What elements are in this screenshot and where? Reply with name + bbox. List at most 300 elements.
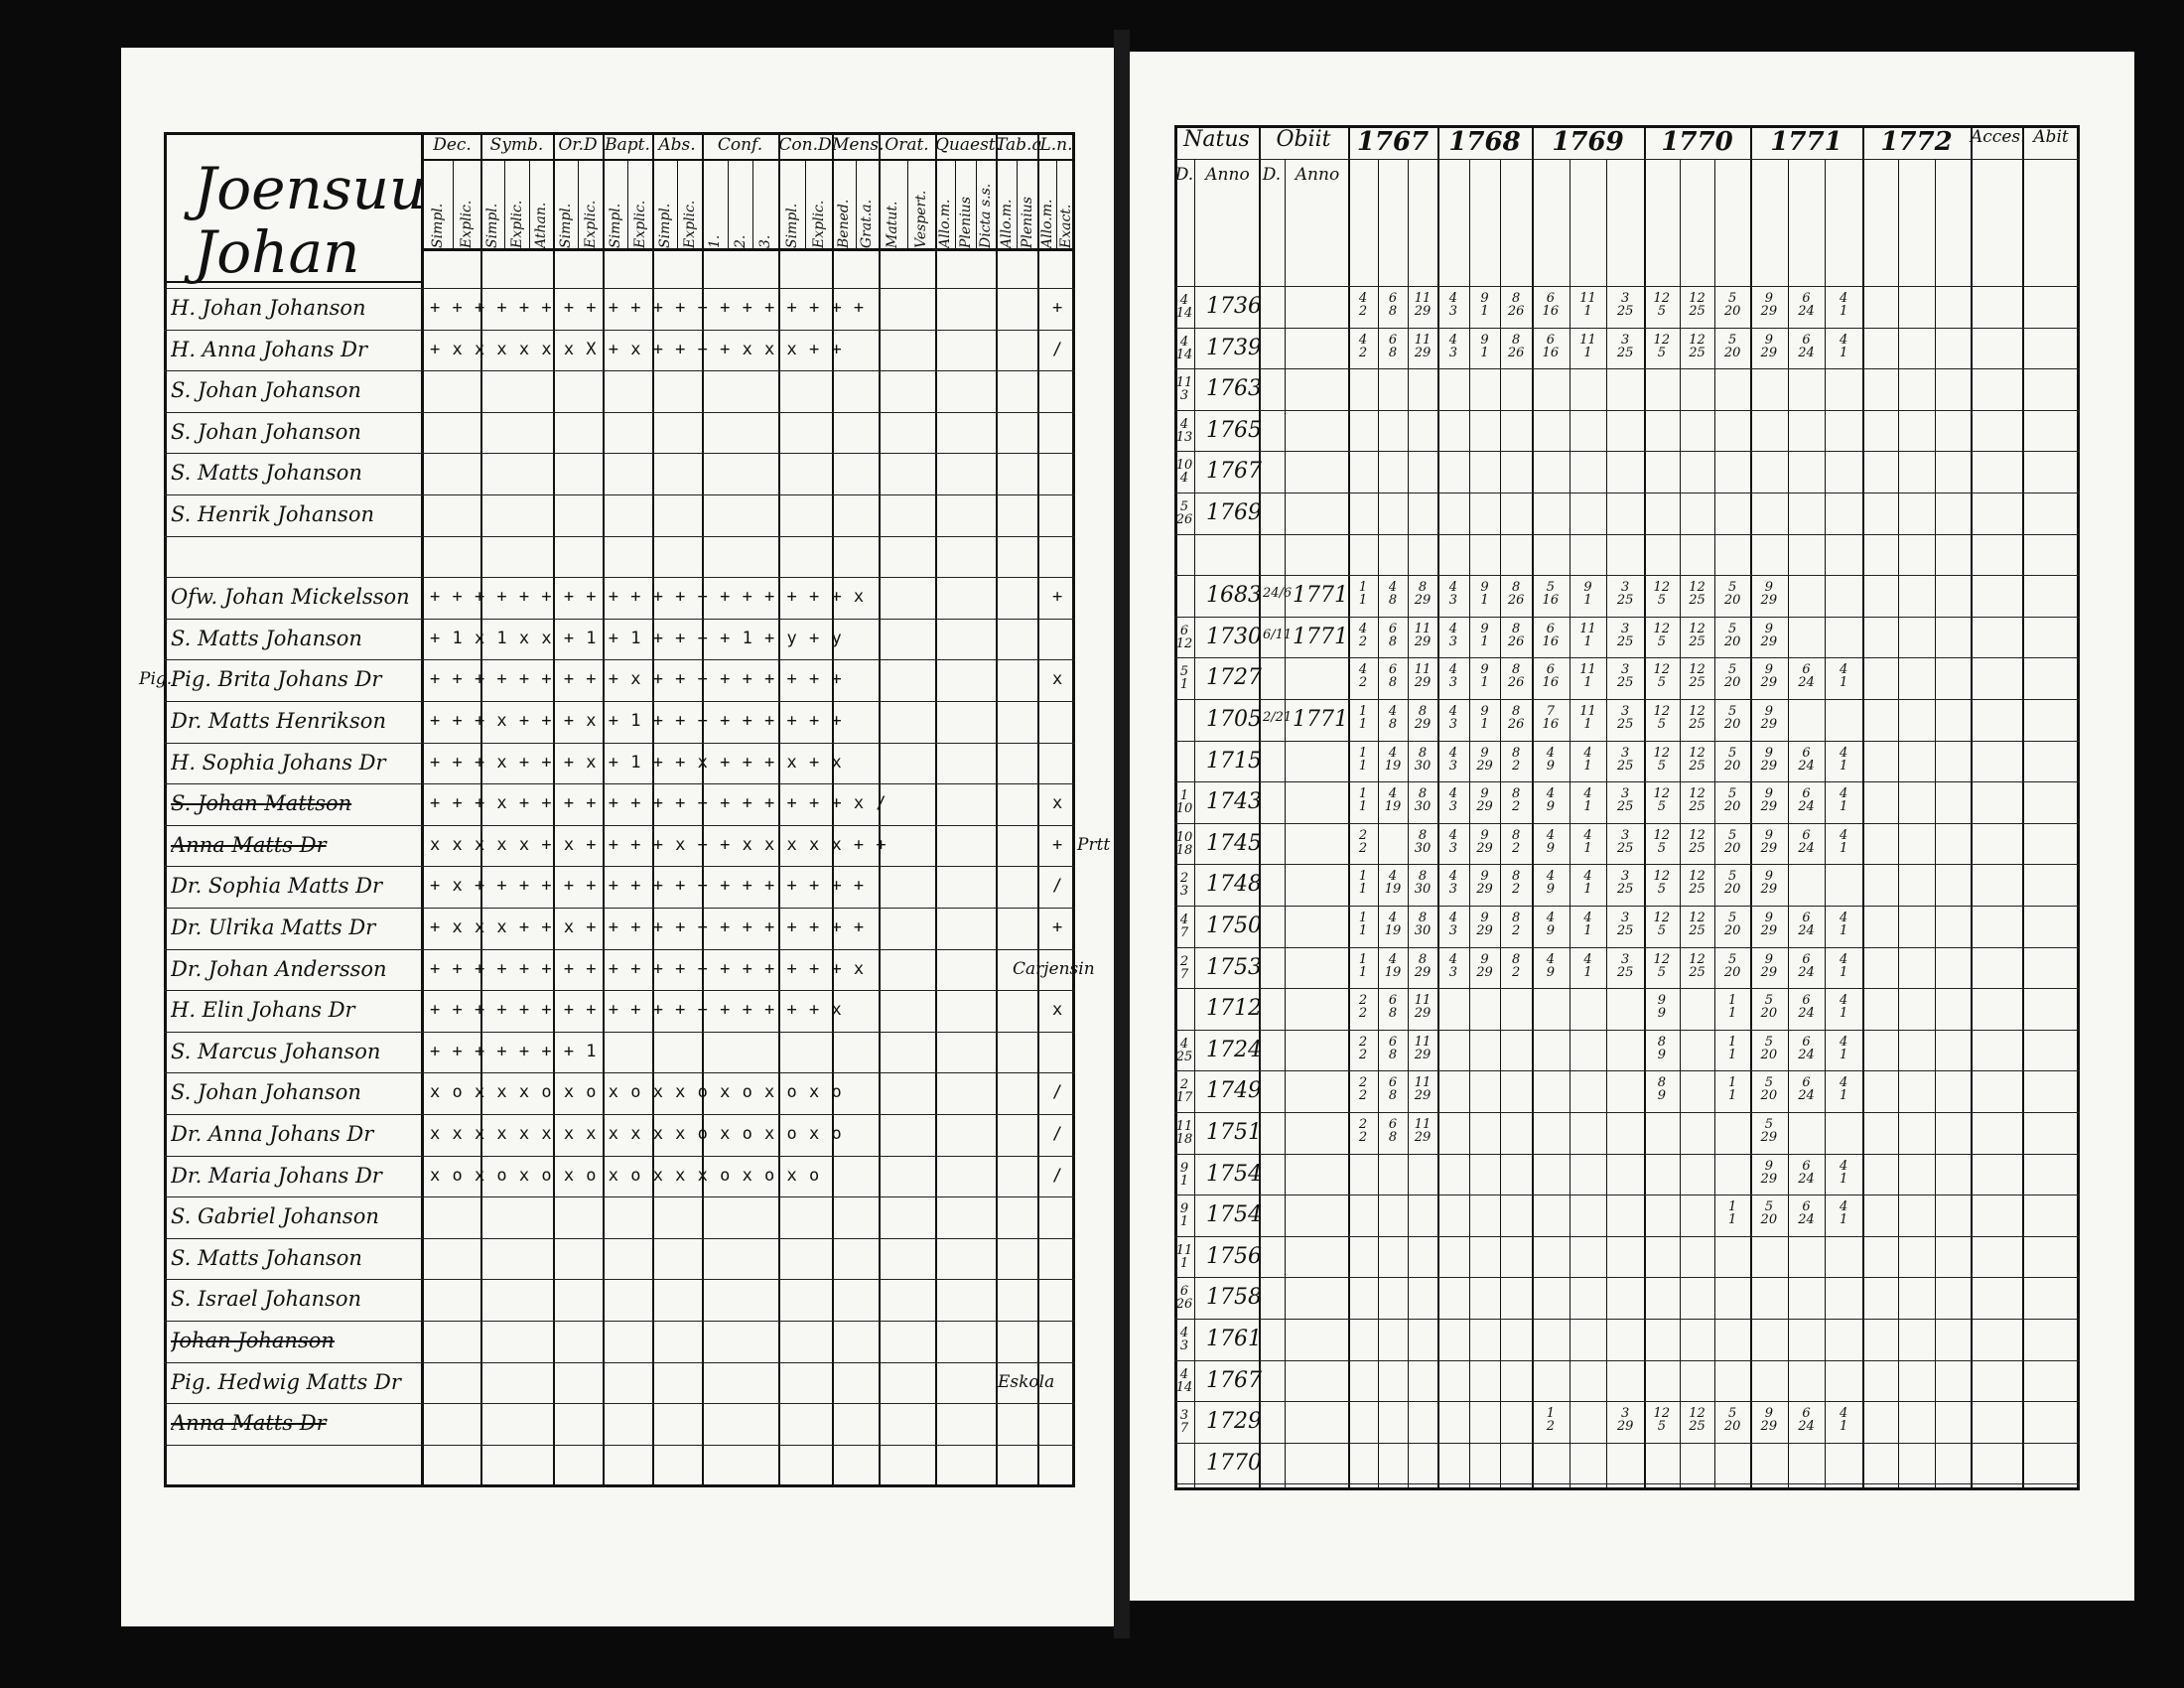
- row-rule: [1174, 534, 2080, 535]
- year-sub-rule: [1500, 159, 1501, 1490]
- attendance-date: 8 30: [1414, 911, 1432, 938]
- attendance-date: 11 1: [1579, 621, 1596, 649]
- column-group-label: Dec.: [433, 135, 472, 155]
- attendance-date: 5 20: [1760, 993, 1778, 1022]
- attendance-date: 4 3: [1448, 786, 1457, 815]
- attendance-date: 12 5: [1653, 621, 1671, 649]
- birth-year: 1756: [1206, 1243, 1262, 1269]
- person-name: Dr. Matts Henrikson: [171, 709, 386, 733]
- death-day: 6/11: [1263, 627, 1293, 642]
- attendance-date: 1 1: [1728, 1034, 1737, 1062]
- column-group-label: Quaest.: [935, 135, 1002, 155]
- attendance-date: 4 1: [1840, 1034, 1848, 1062]
- column-group-label: Abs.: [658, 135, 696, 155]
- sub-column-rule: [504, 161, 505, 248]
- column-sublabel: Explic.: [681, 200, 698, 248]
- attendance-date: 5 20: [1723, 621, 1741, 649]
- column-sublabel: Explic.: [458, 200, 475, 248]
- column-group-underline: [480, 159, 553, 161]
- attendance-date: 6 16: [1542, 621, 1560, 649]
- attendance-date: 9 29: [1476, 951, 1493, 980]
- attendance-date: 6 8: [1388, 291, 1398, 319]
- birth-year: 1765: [1206, 417, 1262, 443]
- attendance-date: 4 1: [1583, 786, 1592, 815]
- attendance-date: 12 5: [1653, 911, 1671, 938]
- row-rule: [1174, 617, 2080, 618]
- column-sublabel: Matut.: [885, 201, 901, 248]
- attendance-date: 9 29: [1760, 332, 1778, 360]
- catechism-marks: + x x x + + x + + + + + + + + + + + + +: [430, 917, 866, 937]
- attendance-date: 6 8: [1388, 662, 1398, 691]
- attendance-date: 12 5: [1653, 745, 1671, 774]
- column-sublabel: Explic.: [508, 200, 525, 248]
- attendance-date: 4 1: [1583, 827, 1592, 856]
- attendance-date: 1 1: [1358, 580, 1368, 609]
- birth-day: 4 25: [1175, 1036, 1193, 1064]
- attendance-date: 11 1: [1579, 291, 1596, 319]
- attendance-date: 9 29: [1760, 745, 1778, 774]
- column-sublabel: Athan.: [532, 202, 549, 248]
- column-sublabel: Exact.: [1057, 204, 1074, 248]
- attendance-date: 9 29: [1760, 951, 1778, 980]
- birth-year: 1767: [1206, 459, 1262, 485]
- attendance-date: 6 24: [1798, 1199, 1815, 1228]
- attendance-date: 8 2: [1512, 786, 1521, 815]
- birth-day: 5 1: [1179, 664, 1189, 693]
- attendance-date: 4 1: [1583, 951, 1592, 980]
- birth-day: 11 18: [1175, 1119, 1193, 1147]
- attendance-date: 8 29: [1414, 580, 1432, 609]
- year-header-rule: [1348, 159, 2080, 160]
- row-rule: [164, 990, 1075, 991]
- sub-column-rule: [677, 161, 678, 248]
- column-group-underline: [935, 159, 996, 161]
- attendance-date: 8 26: [1507, 704, 1525, 732]
- attendance-date: 6 8: [1388, 1117, 1398, 1145]
- attendance-date: 5 20: [1723, 704, 1741, 732]
- birth-day: 4 14: [1175, 1366, 1193, 1395]
- attendance-date: 12 5: [1653, 786, 1671, 815]
- birth-year: 1754: [1206, 1161, 1262, 1187]
- sub-column-rule: [1285, 159, 1286, 1490]
- person-name: S. Johan Johanson: [171, 378, 361, 403]
- birth-year: 1750: [1206, 914, 1262, 938]
- row-rule: [164, 412, 1075, 413]
- person-name: Dr. Sophia Matts Dr: [171, 874, 383, 899]
- attendance-date: 4 1: [1583, 745, 1592, 774]
- person-name: S. Israel Johanson: [171, 1287, 362, 1312]
- attendance-date: 11 1: [1579, 704, 1596, 732]
- attendance-date: 5 20: [1723, 869, 1741, 898]
- attendance-date: 1 1: [1728, 993, 1737, 1022]
- attendance-date: 9 29: [1760, 621, 1778, 649]
- attendance-date: 12 25: [1689, 827, 1706, 856]
- person-name: Johan Johanson: [171, 1329, 335, 1352]
- column-sublabel: 1.: [706, 234, 723, 248]
- column-group-label: Con.D: [778, 135, 832, 155]
- attendance-date: 9 29: [1476, 827, 1493, 856]
- person-name: S. Marcus Johanson: [171, 1039, 381, 1063]
- column-sublabel: 2.: [732, 234, 749, 248]
- attendance-date: 5 20: [1760, 1199, 1778, 1228]
- attendance-date: 8 30: [1414, 827, 1432, 856]
- birth-year: 1683: [1206, 583, 1262, 609]
- attendance-date: 6 8: [1388, 621, 1398, 649]
- birth-year: 1753: [1206, 954, 1262, 980]
- attendance-date: 4 9: [1546, 786, 1555, 815]
- column-group-label: Orat.: [885, 135, 929, 155]
- person-name: S. Johan Johanson: [171, 419, 361, 444]
- attendance-date: 4 3: [1448, 704, 1457, 732]
- row-rule: [164, 866, 1075, 867]
- attendance-date: 8 9: [1657, 1034, 1666, 1062]
- attendance-date: 12 25: [1689, 580, 1706, 609]
- attendance-date: 8 30: [1414, 869, 1432, 898]
- person-name: Dr. Johan Andersson: [171, 956, 387, 981]
- attendance-date: 6 24: [1798, 1075, 1815, 1104]
- natus-header: Natus: [1183, 127, 1250, 152]
- row-rule: [1174, 1236, 2080, 1237]
- attendance-date: 9 9: [1657, 993, 1666, 1022]
- birth-year: 1736: [1206, 294, 1262, 319]
- attendance-date: 5 20: [1723, 745, 1741, 774]
- column-rule: [1348, 125, 1350, 1490]
- catechism-marks: x o x o x o x o x o x x x o x o x o: [430, 1165, 821, 1186]
- attendance-date: 9 29: [1760, 1158, 1778, 1187]
- attendance-date: 8 26: [1507, 291, 1525, 319]
- attendance-date: 4 2: [1358, 621, 1368, 649]
- attendance-date: 12 5: [1653, 704, 1671, 732]
- person-name: Dr. Ulrika Matts Dr: [171, 915, 376, 939]
- attendance-date: 4 9: [1546, 827, 1555, 856]
- attendance-date: 12 5: [1653, 662, 1671, 691]
- person-name: S. Henrik Johanson: [171, 502, 374, 526]
- row-rule: [164, 1279, 1075, 1280]
- margin-note: Pig.: [139, 669, 173, 690]
- birth-year: 1758: [1206, 1285, 1262, 1311]
- row-rule: [1174, 864, 2080, 865]
- attendance-date: 4 1: [1840, 1075, 1848, 1104]
- attendance-date: 4 9: [1546, 869, 1555, 898]
- attendance-date: 4 19: [1384, 786, 1402, 815]
- row-rule: [164, 1238, 1075, 1239]
- row-rule: [1174, 1319, 2080, 1320]
- attendance-date: 4 19: [1384, 745, 1402, 774]
- row-rule: [164, 1072, 1075, 1073]
- catechism-marks: + + + x + + + + + + + + + + + + + + + x /: [430, 793, 887, 814]
- attendance-date: 5 20: [1760, 1034, 1778, 1062]
- attendance-date: 12 5: [1653, 951, 1671, 980]
- margin-note: Eskola: [998, 1371, 1055, 1392]
- catechism-marks: x x x x x x x x x x x x o x o x o x o: [430, 1124, 843, 1144]
- attendance-date: 4 1: [1840, 1158, 1848, 1187]
- attendance-date: 12 5: [1653, 580, 1671, 609]
- attendance-date: 9 29: [1760, 827, 1778, 856]
- row-rule: [1174, 906, 2080, 907]
- reading-mark: x: [1052, 1000, 1064, 1021]
- attendance-date: 6 16: [1542, 332, 1560, 360]
- sub-column-rule: [453, 161, 454, 248]
- birth-day: 9 1: [1179, 1201, 1189, 1230]
- person-name: Pig. Hedwig Matts Dr: [171, 1369, 401, 1394]
- attendance-date: 4 19: [1384, 911, 1402, 938]
- birth-year: 1730: [1206, 624, 1262, 649]
- death-day: 2/21: [1263, 710, 1293, 725]
- column-group-label: Tab.a: [996, 135, 1042, 155]
- column-group-label: L.n.: [1039, 135, 1073, 155]
- attendance-date: 9 29: [1760, 291, 1778, 319]
- attendance-date: 4 1: [1840, 332, 1848, 360]
- year-header: 1768: [1448, 127, 1521, 157]
- attendance-date: 9 29: [1760, 1406, 1778, 1435]
- catechism-marks: + x x x x x x X + x + + + + x x x + +: [430, 339, 843, 359]
- sub-column-rule: [578, 161, 579, 248]
- birth-day: 4 14: [1175, 293, 1193, 321]
- person-name: S. Gabriel Johanson: [171, 1204, 379, 1229]
- attendance-date: 9 29: [1476, 869, 1493, 898]
- attendance-date: 11 29: [1414, 1117, 1432, 1145]
- accessit-header: Acces.: [1971, 127, 2026, 147]
- attendance-date: 6 8: [1388, 1075, 1398, 1104]
- attendance-date: 4 1: [1840, 745, 1848, 774]
- margin-note: Prtt: [1077, 834, 1111, 855]
- attendance-date: 1 1: [1358, 745, 1368, 774]
- catechism-marks: + + + + + + + + + + + + + + + + + + + +: [430, 298, 866, 318]
- attendance-date: 12 25: [1689, 869, 1706, 898]
- sub-column-rule: [627, 161, 628, 248]
- row-rule: [164, 908, 1075, 909]
- row-rule: [164, 577, 1075, 578]
- row-rule: [164, 743, 1075, 744]
- birth-year: 1724: [1206, 1037, 1262, 1062]
- row-rule: [164, 1445, 1075, 1446]
- row-rule: [164, 619, 1075, 620]
- column-rule: [1971, 125, 1973, 1490]
- attendance-date: 12 25: [1689, 332, 1706, 360]
- abiit-header: Abit: [2033, 127, 2069, 147]
- attendance-date: 4 8: [1388, 704, 1398, 732]
- attendance-date: 8 26: [1507, 662, 1525, 691]
- attendance-date: 9 29: [1760, 911, 1778, 938]
- birth-day: 11 3: [1175, 375, 1193, 404]
- birth-year: 1727: [1206, 665, 1262, 691]
- birth-day: 5 26: [1175, 499, 1193, 527]
- column-sublabel: Allo.m.: [998, 199, 1015, 248]
- household-title-line2: Johan: [194, 218, 360, 286]
- attendance-date: 9 29: [1760, 580, 1778, 609]
- attendance-date: 4 19: [1384, 869, 1402, 898]
- attendance-date: 8 2: [1512, 869, 1521, 898]
- attendance-date: 8 29: [1414, 704, 1432, 732]
- attendance-date: 11 1: [1579, 662, 1596, 691]
- row-rule: [1174, 286, 2080, 287]
- attendance-date: 5 20: [1723, 911, 1741, 938]
- attendance-date: 4 3: [1448, 332, 1457, 360]
- attendance-date: 4 1: [1840, 1406, 1848, 1435]
- row-rule: [1174, 1030, 2080, 1031]
- birth-day: 10 18: [1175, 829, 1193, 858]
- row-rule: [1174, 1483, 2080, 1484]
- column-group-rule: [996, 135, 998, 1487]
- attendance-date: 4 1: [1840, 662, 1848, 691]
- catechism-marks: x o x x x o x o x o x x o x o x o x o: [430, 1082, 843, 1103]
- row-rule: [1174, 1360, 2080, 1361]
- attendance-date: 6 24: [1798, 1158, 1815, 1187]
- attendance-date: 11 29: [1414, 291, 1432, 319]
- person-name: S. Matts Johanson: [171, 461, 362, 486]
- row-rule: [1174, 823, 2080, 824]
- attendance-date: 2 2: [1358, 993, 1368, 1022]
- attendance-date: 9 1: [1583, 580, 1592, 609]
- death-year: 1771: [1293, 707, 1348, 732]
- row-rule: [164, 783, 1075, 784]
- column-sublabel: Dicta s.s.: [977, 183, 994, 248]
- person-name: Anna Matts Dr: [171, 1411, 327, 1436]
- row-rule: [1174, 988, 2080, 989]
- attendance-date: 3 29: [1616, 1406, 1634, 1435]
- birth-year: 1754: [1206, 1202, 1262, 1228]
- attendance-date: 6 24: [1798, 291, 1815, 319]
- attendance-date: 12 5: [1653, 291, 1671, 319]
- catechism-marks: + + + x + + + x + 1 + + x + + + x + x: [430, 752, 843, 773]
- sub-column-rule: [1017, 161, 1018, 248]
- year-header: 1771: [1770, 127, 1843, 157]
- attendance-date: 12 5: [1653, 827, 1671, 856]
- column-sublabel: Vespert.: [912, 190, 929, 248]
- row-rule: [164, 659, 1075, 660]
- row-rule: [164, 370, 1075, 371]
- column-sublabel: Explic.: [810, 200, 827, 248]
- row-rule: [1174, 699, 2080, 700]
- attendance-date: 1 1: [1358, 951, 1368, 980]
- column-sublabel: Plenius: [957, 197, 974, 248]
- catechism-marks: + + + + + + + + + + + + + + + + + + + x: [430, 958, 866, 979]
- attendance-date: 8 30: [1414, 745, 1432, 774]
- birth-year: 1745: [1206, 830, 1262, 856]
- attendance-date: 3 25: [1616, 827, 1634, 856]
- year-sub-rule: [1378, 159, 1379, 1490]
- attendance-date: 8 26: [1507, 332, 1525, 360]
- sub-column-rule: [1194, 159, 1195, 1490]
- column-sublabel: Simpl.: [783, 203, 800, 248]
- year-header: 1769: [1552, 127, 1624, 157]
- row-rule: [164, 825, 1075, 826]
- column-group-underline: [702, 159, 778, 161]
- attendance-date: 6 16: [1542, 291, 1560, 319]
- sub-column-rule: [752, 161, 753, 248]
- column-group-label: Symb.: [489, 135, 544, 155]
- attendance-date: 4 3: [1448, 911, 1457, 938]
- natus-day-subheader: D.: [1174, 165, 1194, 185]
- sub-column-rule: [955, 161, 956, 248]
- attendance-date: 8 2: [1512, 745, 1521, 774]
- column-group-label: Or.D: [558, 135, 598, 155]
- birth-year: 1749: [1206, 1078, 1262, 1104]
- column-rule: [1532, 125, 1534, 1490]
- column-sublabel: Simpl.: [557, 203, 574, 248]
- attendance-date: 12 25: [1689, 662, 1706, 691]
- attendance-date: 5 16: [1542, 580, 1560, 609]
- column-group-rule: [1037, 135, 1039, 1487]
- catechism-marks: + x + + + + + + + + + + + + + + + + + +: [430, 876, 866, 897]
- sub-column-rule: [907, 161, 908, 248]
- row-rule: [164, 536, 1075, 537]
- row-rule: [1174, 1277, 2080, 1278]
- row-rule: [1174, 1443, 2080, 1444]
- year-sub-rule: [1898, 159, 1899, 1490]
- attendance-date: 4 1: [1840, 827, 1848, 856]
- row-rule: [164, 1156, 1075, 1157]
- attendance-date: 12 25: [1689, 951, 1706, 980]
- attendance-date: 6 24: [1798, 1406, 1815, 1435]
- row-rule: [164, 1321, 1075, 1322]
- person-name: S. Johan Johanson: [171, 1080, 361, 1105]
- birth-day: 4 13: [1175, 416, 1193, 445]
- row-rule: [164, 288, 1075, 289]
- person-name: S. Matts Johanson: [171, 626, 362, 650]
- attendance-date: 6 24: [1798, 332, 1815, 360]
- row-rule: [164, 494, 1075, 495]
- birth-day: 2 17: [1175, 1077, 1193, 1106]
- year-sub-rule: [1714, 159, 1715, 1490]
- margin-note: Carjensin: [1013, 958, 1095, 979]
- birth-year: 1767: [1206, 1367, 1262, 1393]
- attendance-date: 7 16: [1542, 704, 1560, 732]
- attendance-date: 1 1: [1728, 1075, 1737, 1104]
- column-rule: [1750, 125, 1752, 1490]
- birth-day: 2 7: [1179, 953, 1189, 982]
- attendance-date: 6 24: [1798, 1034, 1815, 1062]
- reading-mark: /: [1052, 1124, 1064, 1144]
- sub-column-rule: [529, 161, 530, 248]
- row-rule: [164, 701, 1075, 702]
- row-rule: [1174, 368, 2080, 369]
- column-rule: [1862, 125, 1864, 1490]
- attendance-date: 2 2: [1358, 1034, 1368, 1062]
- death-year: 1771: [1293, 624, 1348, 649]
- attendance-date: 11 29: [1414, 993, 1432, 1022]
- attendance-date: 9 29: [1476, 786, 1493, 815]
- birth-day: 4 14: [1175, 334, 1193, 362]
- attendance-date: 2 2: [1358, 827, 1368, 856]
- attendance-date: 3 25: [1616, 869, 1634, 898]
- year-sub-rule: [1469, 159, 1470, 1490]
- attendance-date: 5 20: [1723, 786, 1741, 815]
- birth-year: 1712: [1206, 996, 1262, 1022]
- column-sublabel: Simpl.: [656, 203, 673, 248]
- year-sub-rule: [1788, 159, 1789, 1490]
- birth-year: 1761: [1206, 1327, 1262, 1351]
- attendance-date: 8 2: [1512, 827, 1521, 856]
- attendance-date: 5 20: [1723, 951, 1741, 980]
- sub-column-rule: [856, 161, 857, 248]
- attendance-date: 11 1: [1579, 332, 1596, 360]
- row-rule: [1174, 1070, 2080, 1071]
- attendance-date: 4 1: [1840, 911, 1848, 938]
- year-header: 1772: [1880, 127, 1953, 157]
- attendance-date: 12 5: [1653, 332, 1671, 360]
- attendance-date: 3 25: [1616, 621, 1634, 649]
- row-rule: [164, 330, 1075, 331]
- sub-column-rule: [728, 161, 729, 248]
- attendance-date: 12 25: [1689, 745, 1706, 774]
- row-rule: [1174, 1195, 2080, 1196]
- person-name: S. Johan Mattson: [171, 791, 352, 816]
- reading-mark: /: [1052, 876, 1064, 897]
- catechism-marks: + + + + + + + + + + + + + + + + + + x: [430, 1000, 843, 1021]
- birth-year: 1743: [1206, 789, 1262, 815]
- attendance-date: 6 24: [1798, 993, 1815, 1022]
